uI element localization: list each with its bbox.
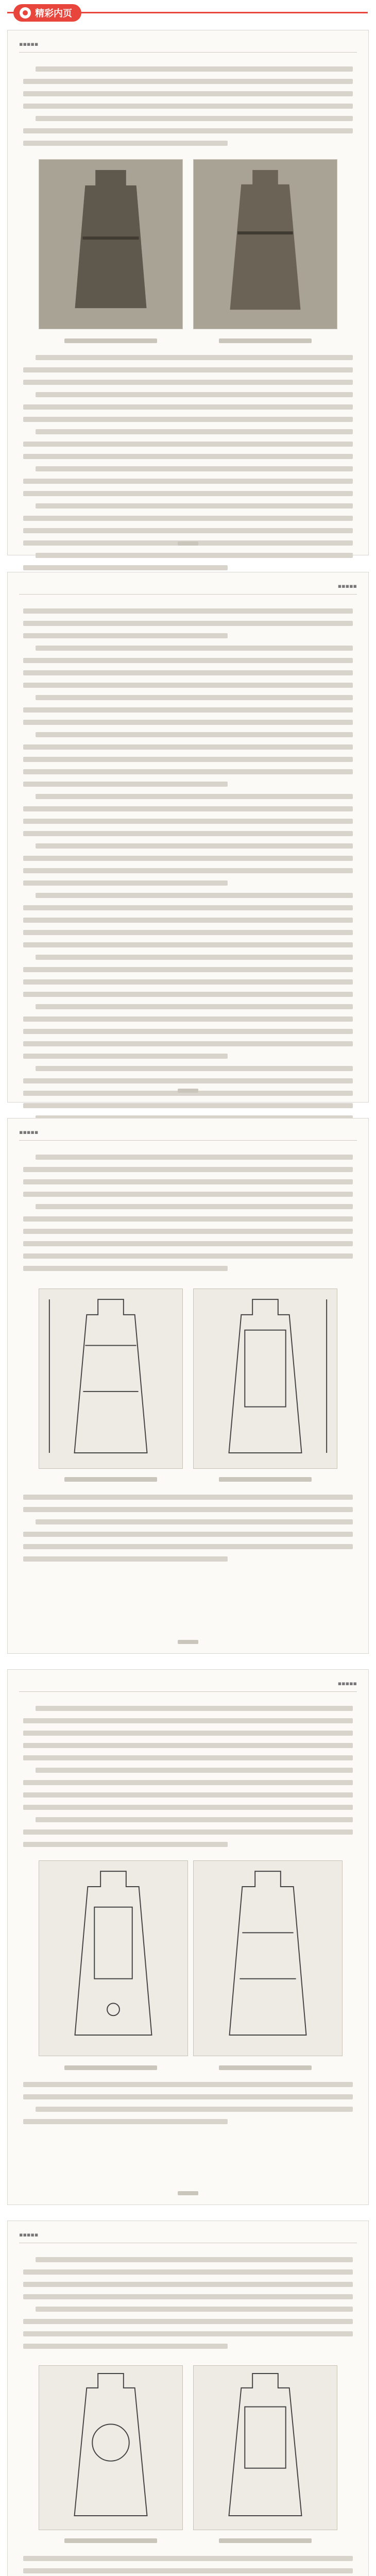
highlights-section-header — [0, 4, 376, 25]
running-head: ▪▪▪▪▪ — [19, 41, 39, 47]
figure-bell-elevation — [39, 1860, 188, 2056]
scanned-page-2 — [7, 572, 369, 1103]
scanned-page-5 — [7, 2221, 369, 2576]
figure-bell-drawing — [193, 2365, 337, 2530]
figure-bell-drawing — [193, 1289, 337, 1469]
scanned-page-3 — [7, 1118, 369, 1654]
page-text — [23, 1706, 353, 1854]
page-text — [23, 1495, 353, 1569]
figure-bell-photo — [39, 159, 183, 329]
figure-bell-photo — [193, 159, 337, 329]
page-text — [23, 1155, 353, 1278]
bullet-icon — [20, 7, 31, 19]
page-text — [23, 66, 353, 153]
figure-bell-drawing — [39, 2365, 183, 2530]
running-head: ▪▪▪▪▪ — [337, 583, 357, 589]
figure-bell-elevation — [193, 1860, 343, 2056]
scanned-page-4 — [7, 1669, 369, 2205]
running-head: ▪▪▪▪▪ — [19, 2231, 39, 2238]
page-text — [23, 2257, 353, 2356]
scanned-page-1 — [7, 30, 369, 555]
highlights-title: 精彩内页 — [35, 8, 72, 19]
page-text — [23, 2556, 353, 2576]
highlights-pill — [13, 4, 81, 22]
running-head: ▪▪▪▪▪ — [337, 1680, 357, 1687]
figure-bell-drawing — [39, 1289, 183, 1469]
running-head: ▪▪▪▪▪ — [19, 1129, 39, 1136]
page-text — [23, 2082, 353, 2131]
